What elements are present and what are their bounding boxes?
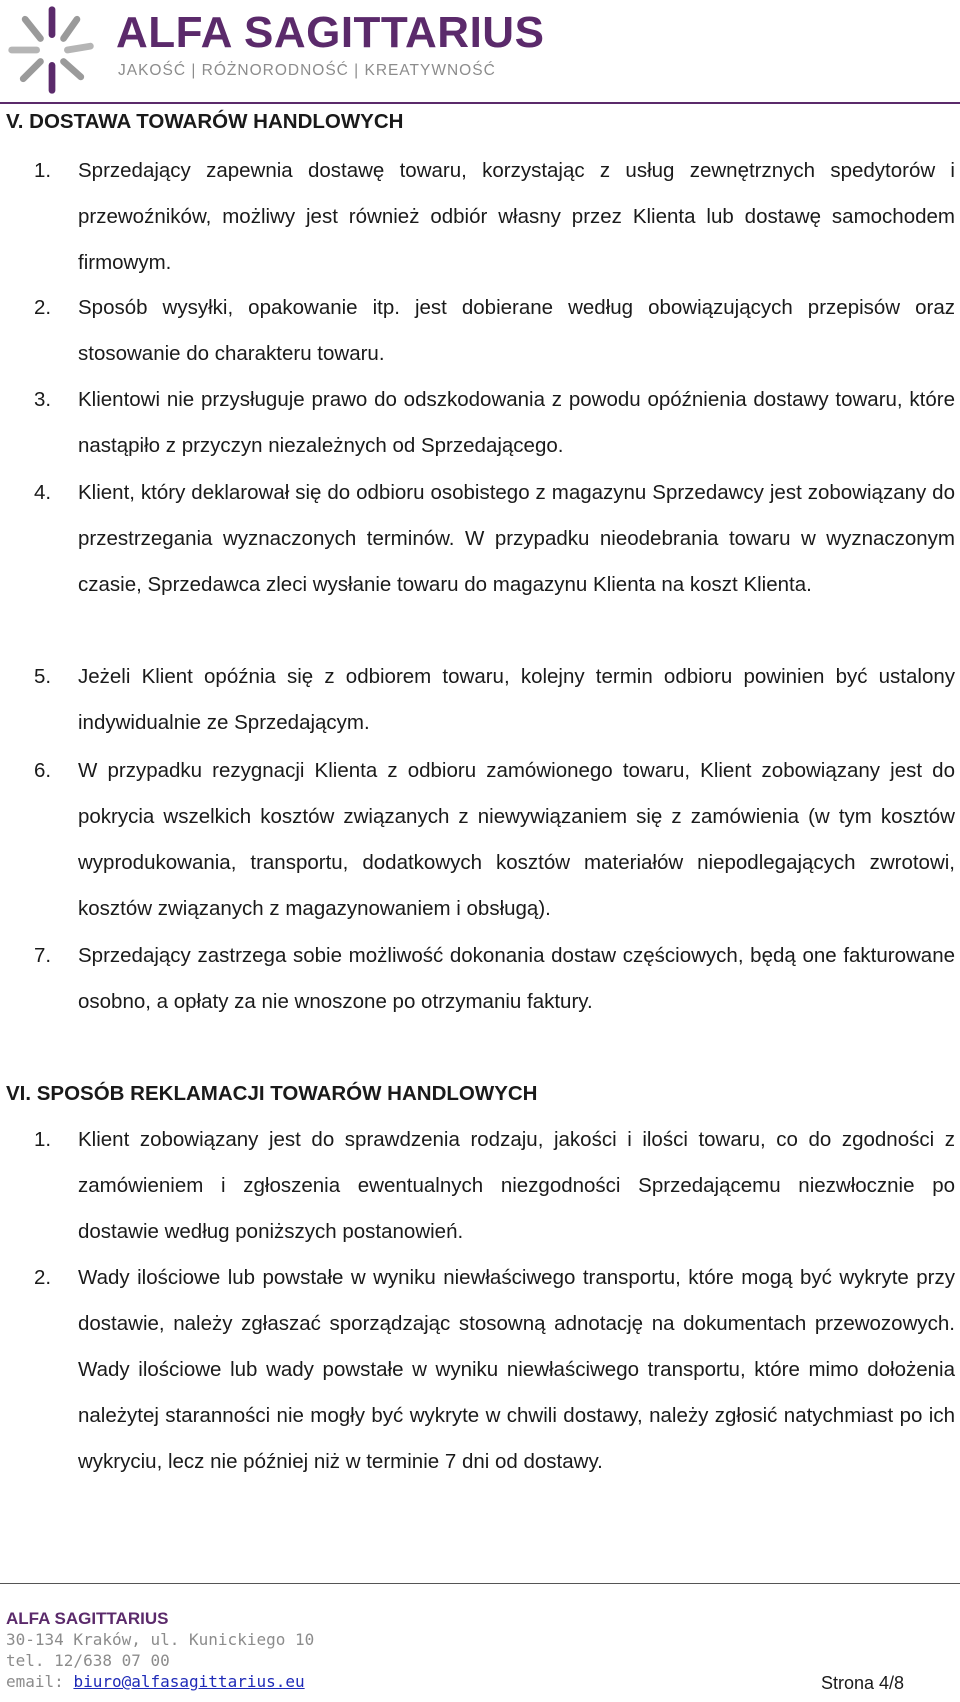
item-number: 7. (34, 944, 52, 967)
footer-divider (0, 1583, 960, 1584)
item-number: 6. (34, 759, 52, 782)
brand-name: ALFA SAGITTARIUS (116, 8, 545, 57)
footer-phone: tel. 12/638 07 00 (6, 1651, 170, 1670)
item-text: Sprzedający zastrzega sobie możliwość dokonania dostaw częściowych, będą one fakturowane osobno, a opłaty za nie wnoszone po otrzymaniu faktury. (78, 944, 955, 1013)
item-text: Klientowi nie przysługuje prawo do odszkodowania z powodu opóźnienia dostawy towaru, które nastąpiło z przyczyn niezależnych od Sprzedającego. (78, 388, 955, 457)
item-number: 2. (34, 296, 52, 319)
item-text: Klient zobowiązany jest do sprawdzenia rodzaju, jakości i ilości towaru, co do zgodności z zamówieniem i zgłoszenia ewentualnych niezgodności Sprzedającemu niezwłocznie po dostawie według poniższych postanowień. (78, 1128, 955, 1243)
email-link[interactable]: biuro@alfasagittarius.eu (73, 1672, 305, 1691)
item-number: 1. (34, 1128, 52, 1151)
item-number: 5. (34, 665, 52, 688)
section-title: VI. SPOSÓB REKLAMACJI TOWARÓW HANDLOWYCH (6, 1082, 538, 1105)
item-number: 1. (34, 159, 52, 182)
item-text: Sprzedający zapewnia dostawę towaru, korzystając z usług zewnętrznych spedytorów i przewoźników, możliwy jest również odbiór własny przez Klienta lub dostawę samochodem firmowym. (78, 159, 955, 274)
footer-email-line (6, 1671, 314, 1692)
page-number: Strona 4/8 (821, 1673, 905, 1693)
section-title: V. DOSTAWA TOWARÓW HANDLOWYCH (6, 110, 404, 133)
footer-email-label: email: (6, 1672, 74, 1691)
item-number: 3. (34, 388, 52, 411)
item-text: W przypadku rezygnacji Klienta z odbioru zamówionego towaru, Klient zobowiązany jest do pokrycia wszelkich kosztów związanych z niewywiązaniem się z zamówienia (w tym kosztów wyprodukowania, transportu, dodatkowych kosztów materiałów niepodlegających zwrotowi, kosztów związanych z magazynowaniem i obsługą). (78, 759, 955, 920)
header-divider (0, 102, 960, 104)
item-text: Jeżeli Klient opóźnia się z odbiorem towaru, kolejny termin odbioru powinien być ustalony indywidualnie ze Sprzedającym. (78, 665, 955, 734)
item-number: 2. (34, 1266, 52, 1289)
brand-tagline: JAKOŚĆ | RÓŻNORODNOŚĆ | KREATYWNOŚĆ (118, 62, 496, 79)
footer-contact (6, 1608, 314, 1692)
item-number: 4. (34, 481, 52, 504)
footer-company: ALFA SAGITTARIUS (6, 1609, 169, 1628)
page-header (0, 0, 960, 102)
item-text: Klient, który deklarował się do odbioru osobistego z magazynu Sprzedawcy jest zobowiązany do przestrzegania wyznaczonych terminów. W przypadku nieodebrania towaru w wyznaczonym czasie, Sprzedawca zleci wysłanie towaru do magazynu Klienta na koszt Klienta. (78, 481, 955, 596)
item-text: Wady ilościowe lub powstałe w wyniku niewłaściwego transportu, które mogą być wykryte przy dostawie, należy zgłaszać sporządzając stosowną adnotację na dokumentach przewozowych. Wady ilościowe lub wady powstałe w wyniku niewłaściwego transportu, które mimo dołożenia należytej staranności nie mogły być wykryte w chwili dostawy, należy zgłosić natychmiast po ich wykryciu, lecz nie później niż w terminie 7 dni od dostawy. (78, 1266, 955, 1473)
item-text: Sposób wysyłki, opakowanie itp. jest dobierane według obowiązujących przepisów oraz stosowanie do charakteru towaru. (78, 296, 955, 365)
radial-star-logo-icon (4, 2, 100, 98)
footer-address: 30-134 Kraków, ul. Kunickiego 10 (6, 1630, 315, 1649)
